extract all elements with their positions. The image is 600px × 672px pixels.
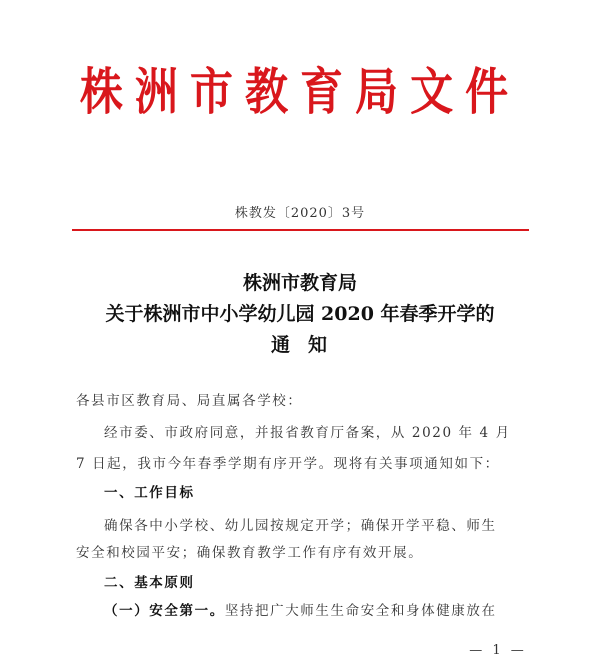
goals-line-2: 安全和校园平安；确保教育教学工作有序有效开展。 — [76, 545, 424, 561]
paragraph-1-line-2: 7 日起，我市今年春季学期有序开学。现将有关事项通知如下： — [76, 456, 500, 472]
red-divider-line — [72, 229, 529, 231]
principle-1-label: （一）安全第一。 — [104, 603, 225, 619]
document-number: 株教发〔2020〕3号 — [234, 206, 366, 221]
addressee: 各县市区教育局、局直属各学校： — [76, 393, 303, 409]
principle-1-line — [104, 599, 497, 619]
goals-line-1: 确保各中小学校、幼儿园按规定开学；确保开学平稳、师生 — [104, 518, 497, 534]
notice-title-line-3: 通知 — [270, 334, 345, 356]
section-heading-principles: 二、基本原则 — [104, 575, 195, 591]
agency-header-title: 株洲市教育局文件 — [79, 62, 521, 121]
paragraph-1-line-1: 经市委、市政府同意，并报省教育厅备案，从 2020 年 4 月 — [104, 425, 511, 441]
notice-title-line-1: 株洲市教育局 — [242, 272, 357, 294]
notice-title-line-2: 关于株洲市中小学幼儿园 2020 年春季开学的 — [105, 303, 495, 325]
principle-1-text: 坚持把广大师生生命安全和身体健康放在 — [224, 603, 497, 619]
section-heading-goals: 一、工作目标 — [104, 485, 195, 501]
page-number: — 1 — — [469, 643, 527, 658]
